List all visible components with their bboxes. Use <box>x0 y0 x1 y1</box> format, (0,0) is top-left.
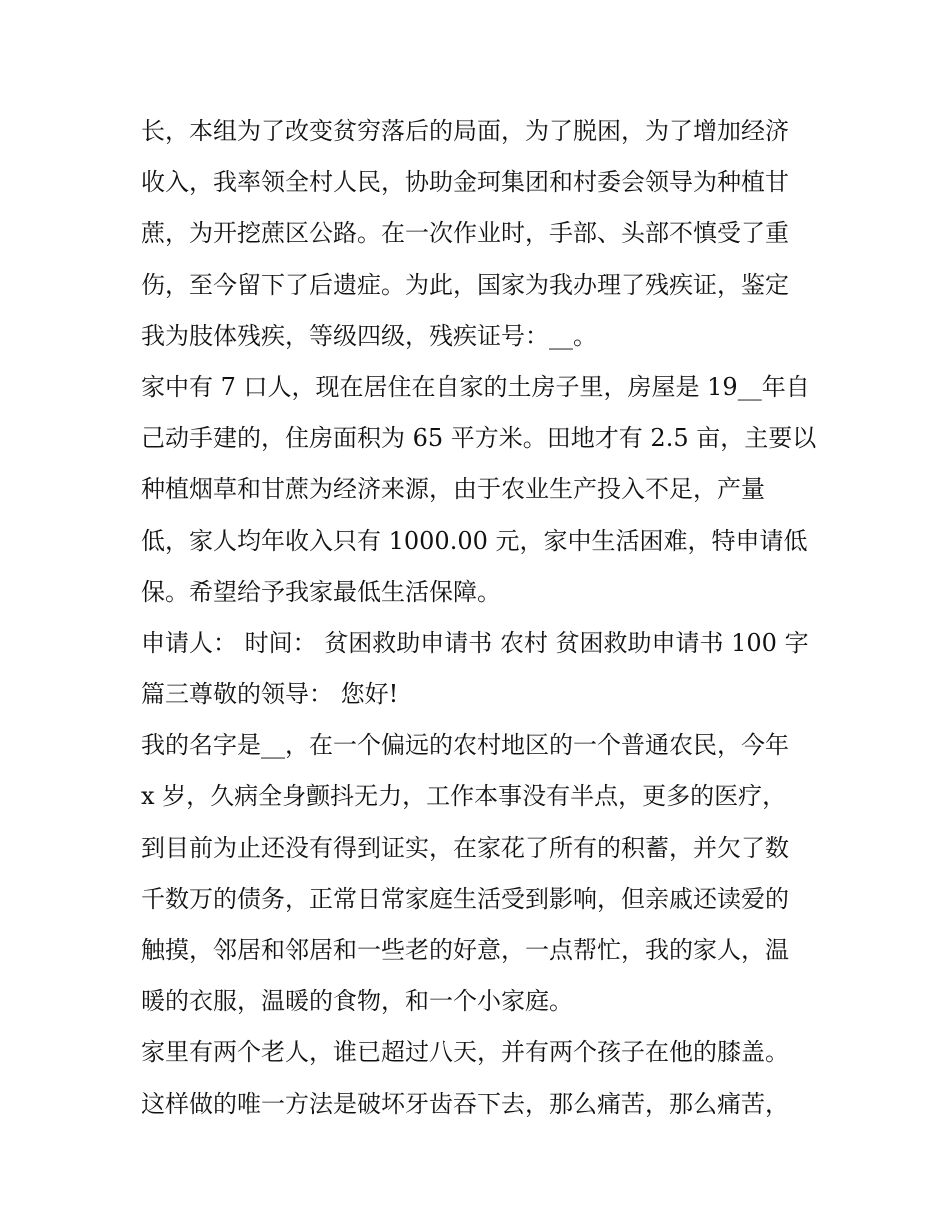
text-line: 长，本组为了改变贫穷落后的局面，为了脱困，为了增加经济 <box>141 117 789 145</box>
text-line: x 岁，久病全身颤抖无力，工作本事没有半点，更多的医疗， <box>141 782 787 811</box>
text-line: 我的名字是__，在一个偏远的农村地区的一个普通农民，今年 <box>141 731 789 760</box>
text-line: 申请人： 时间： 贫困救助申请书 农村 贫困救助申请书 100 字 <box>141 628 809 657</box>
text-line: 我为肢体残疾，等级四级，残疾证号：__。 <box>141 321 597 350</box>
text-line: 蔗，为开挖蔗区公路。在一次作业时，手部、头部不慎受了重 <box>141 219 789 248</box>
text-line: 这样做的唯一方法是破坏牙齿吞下去，那么痛苦，那么痛苦， <box>141 1089 789 1118</box>
text-line: 收入，我率领全村人民，协助金珂集团和村委会领导为种植甘 <box>141 168 789 197</box>
text-line: 篇三尊敬的领导： 您好! <box>141 680 399 709</box>
document-body <box>141 106 821 1130</box>
text-line: 家里有两个老人，谁已超过八天，并有两个孩子在他的膝盖。 <box>141 1038 789 1067</box>
text-line: 千数万的债务，正常日常家庭生活受到影响，但亲戚还读爱的 <box>141 884 789 913</box>
text-line: 种植烟草和甘蔗为经济来源，由于农业生产投入不足，产量 <box>141 475 765 504</box>
text-line: 触摸，邻居和邻居和一些老的好意，一点帮忙，我的家人，温 <box>141 936 789 964</box>
text-line: 保。希望给予我家最低生活保障。 <box>141 577 501 606</box>
text-line: 伤，至今留下了后遗症。为此，国家为我办理了残疾证，鉴定 <box>141 270 789 299</box>
text-line: 到目前为止还没有得到证实，在家花了所有的积蓄，并欠了数 <box>141 833 789 862</box>
text-line: 家中有 7 口人，现在居住在自家的土房子里，房屋是 19__年自 <box>141 372 810 401</box>
text-line: 己动手建的，住房面积为 65 平方米。田地才有 2.5 亩，主要以 <box>141 424 817 453</box>
text-line: 低，家人均年收入只有 1000.00 元，家中生活困难，特申请低 <box>141 526 808 555</box>
text-line: 暖的衣服，温暖的食物，和一个小家庭。 <box>141 987 573 1016</box>
